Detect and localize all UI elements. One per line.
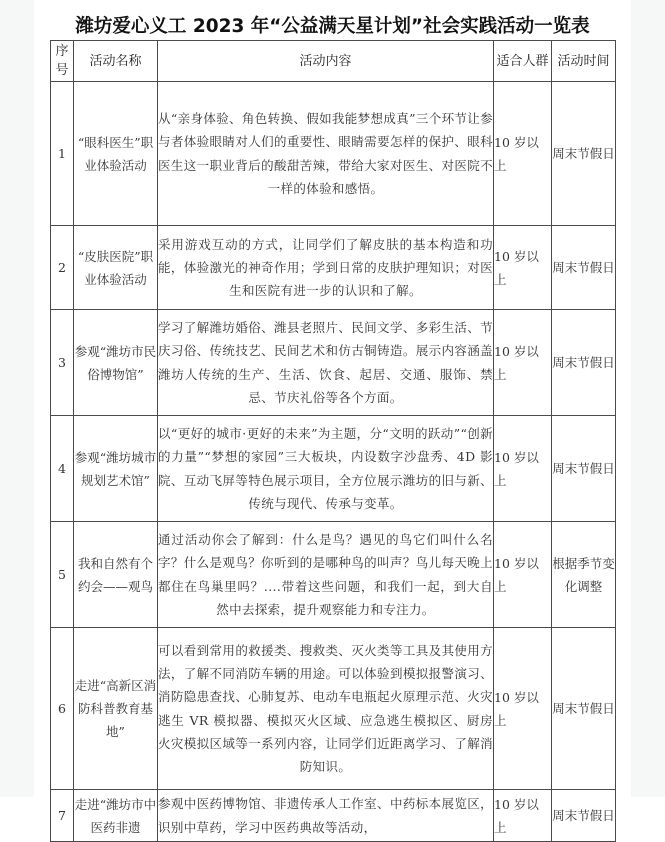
table-row [51,522,616,628]
header-time: 活动时间 [552,41,616,82]
document-title: 潍坊爱心义工 2023 年“公益满天星计划”社会实践活动一览表 [75,16,590,37]
row-activity-content: 从“亲身体验、角色转换、假如我能梦想成真”三个环节让参与者体验眼睛对人们的重要性、眼睛需要怎样的保护、眼科医生这一职业背后的酸甜苦辣，带给大家对医生、对医院不一样的体验和感悟。 [158,82,494,226]
row-activity-content: 采用游戏互动的方式，让同学们了解皮肤的基本构造和功能，体验激光的神奇作用；学到日常的皮肤护理知识；对医生和医院有进一步的认识和了解。 [158,226,494,310]
row-no: 3 [51,310,74,416]
row-audience: 10 岁以上 [494,226,552,310]
row-time: 周末节假日 [552,790,616,842]
row-activity-name: “眼科医生”职业体验活动 [74,82,158,226]
row-activity-content: 参观中医药博物馆、非遗传承人工作室、中药标本展览区，识别中草药，学习中医药典故等活动， [158,790,494,842]
row-activity-name: 参观“潍坊城市规划艺术馆” [74,416,158,522]
row-activity-content: 通过活动你会了解到：什么是鸟？遇见的鸟它们叫什么名字？什么是观鸟？你听到的是哪种鸟的叫声？鸟儿每天晚上都住在鸟巢里吗？....带着这些问题，和我们一起，到大自然中去探索，提升观察能力和专注力。 [158,522,494,628]
row-activity-name: “皮肤医院”职业体验活动 [74,226,158,310]
row-no: 4 [51,416,74,522]
row-no: 7 [51,790,74,842]
table-row [51,790,616,842]
table-header-row [51,41,616,82]
viewer-right-margin [631,0,665,797]
activity-table [50,40,616,842]
row-time: 周末节假日 [552,226,616,310]
header-audience: 适合人群 [494,41,552,82]
table-row [51,628,616,790]
row-time: 根据季节变化调整 [552,522,616,628]
row-activity-name: 走进“高新区消防科普教育基地” [74,628,158,790]
row-time: 周末节假日 [552,82,616,226]
row-no: 1 [51,82,74,226]
row-time: 周末节假日 [552,628,616,790]
header-name: 活动名称 [74,41,158,82]
row-activity-name: 走进“潍坊市中医药非遗 [74,790,158,842]
row-audience: 10 岁以上 [494,628,552,790]
table-row [51,416,616,522]
row-activity-content: 学习了解潍坊婚俗、潍县老照片、民间文学、多彩生活、节庆习俗、传统技艺、民间艺术和仿古铜铸造。展示内容涵盖潍坊人传统的生产、生活、饮食、起居、交通、服饰、禁忌、节庆礼俗等各个方面。 [158,310,494,416]
row-time: 周末节假日 [552,310,616,416]
table-row [51,310,616,416]
row-no: 2 [51,226,74,310]
header-content: 活动内容 [158,41,494,82]
table-row [51,226,616,310]
viewer-left-margin [0,0,34,797]
document-page [34,0,631,835]
row-activity-content: 可以看到常用的救援类、搜救类、灭火类等工具及其使用方法，了解不同消防车辆的用途。可以体验到模拟报警演习、消防隐患查找、心肺复苏、电动车电瓶起火原理示范、火灾逃生 VR 模拟器、模拟灭火区域、应急逃生模拟区、厨房火灾模拟区域等一系列内容，让同学们近距离学习、了解消防知识。 [158,628,494,790]
row-no: 6 [51,628,74,790]
row-activity-name: 参观“潍坊市民俗博物馆” [74,310,158,416]
row-audience: 10 岁以上 [494,522,552,628]
row-audience: 10 岁以上 [494,82,552,226]
row-time: 周末节假日 [552,416,616,522]
row-activity-name: 我和自然有个约会——观鸟 [74,522,158,628]
row-audience: 10 岁以上 [494,310,552,416]
table-row [51,82,616,226]
header-no: 序号 [51,41,74,82]
row-audience: 10 岁以上 [494,416,552,522]
row-activity-content: 以“更好的城市·更好的未来”为主题，分“文明的跃动”“创新的力量”“梦想的家园”三大板块，内设数字沙盘秀、4D 影院、互动飞屏等特色展示项目，全方位展示潍坊的旧与新、传统与现代、传承与变革。 [158,416,494,522]
row-no: 5 [51,522,74,628]
row-audience: 10 岁以上 [494,790,552,842]
